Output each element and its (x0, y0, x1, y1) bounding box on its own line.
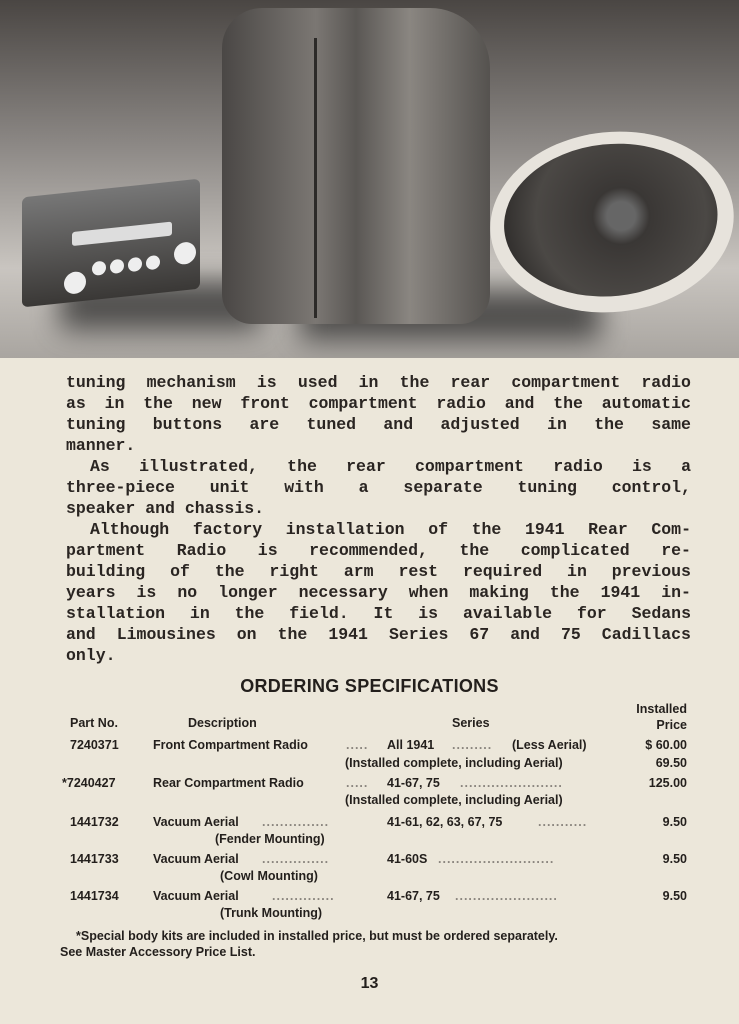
part-number: 1441733 (70, 852, 119, 866)
description: Front Compartment Radio (153, 738, 308, 752)
footnote (60, 928, 558, 960)
header-series: Series (452, 716, 490, 730)
header-part-no: Part No. (70, 716, 118, 730)
footnote-line: See Master Accessory Price List. (60, 945, 256, 959)
header-installed: Installed (636, 702, 687, 716)
section-heading: ORDERING SPECIFICATIONS (240, 676, 499, 696)
sub-description: (Trunk Mounting) (220, 906, 323, 920)
sub-price: 69.50 (655, 756, 687, 770)
note: (Less Aerial) (512, 738, 587, 752)
page-number: 13 (360, 975, 379, 992)
text-line: manner. (66, 436, 136, 455)
footnote-line: *Special body kits are included in installed price, but must be ordered separately. (76, 929, 558, 943)
part-number: *7240427 (62, 776, 116, 790)
body-text (66, 372, 691, 666)
header-description: Description (188, 716, 257, 730)
price: 9.50 (662, 815, 687, 829)
series: 41-60S (387, 852, 428, 866)
sub-description: (Installed complete, including Aerial) (345, 793, 563, 807)
text-line: As illustrated, the rear compartment radio is a (90, 457, 691, 476)
text-line: stallation in the field. It is available for Sedans (66, 604, 691, 623)
text-line: only. (66, 646, 116, 665)
text-line: building of the right arm rest required in previous (66, 562, 691, 581)
text-line: as in the new front compartment radio and the automatic (66, 394, 691, 413)
text-line: speaker and chassis. (66, 499, 265, 518)
speaker-box-image (222, 8, 490, 324)
price: $ 60.00 (645, 738, 687, 752)
part-number: 1441732 (70, 815, 119, 829)
series: 41-67, 75 (387, 889, 440, 903)
description: Vacuum Aerial (153, 815, 239, 829)
text-line: tuning mechanism is used in the rear compartment radio (66, 373, 691, 392)
description: Vacuum Aerial (153, 889, 239, 903)
price: 125.00 (648, 776, 687, 790)
price: 9.50 (662, 889, 687, 903)
series: 41-61, 62, 63, 67, 75 (387, 815, 503, 829)
text-line: years is no longer necessary when making the 1941 in- (66, 583, 691, 602)
header-price: Price (656, 718, 687, 732)
description: Vacuum Aerial (153, 852, 239, 866)
series: 41-67, 75 (387, 776, 440, 790)
text-line: three-piece unit with a separate tuning control, (66, 478, 691, 497)
description: Rear Compartment Radio (153, 776, 304, 790)
radio-chassis-image (22, 179, 200, 308)
text-line: and Limousines on the 1941 Series 67 and 75 Cadillacs (66, 625, 691, 644)
text-line: partment Radio is recommended, the complicated re- (66, 541, 691, 560)
series: All 1941 (387, 738, 435, 752)
price: 9.50 (662, 852, 687, 866)
sub-description: (Cowl Mounting) (220, 869, 318, 883)
part-number: 1441734 (70, 889, 119, 903)
product-photo (0, 0, 739, 358)
sub-description: (Installed complete, including Aerial) (345, 756, 563, 770)
text-line: Although factory installation of the 1941 Rear Com- (90, 520, 691, 539)
text-line: tuning buttons are tuned and adjusted in the same (66, 415, 691, 434)
sub-description: (Fender Mounting) (215, 832, 325, 846)
part-number: 7240371 (70, 738, 119, 752)
